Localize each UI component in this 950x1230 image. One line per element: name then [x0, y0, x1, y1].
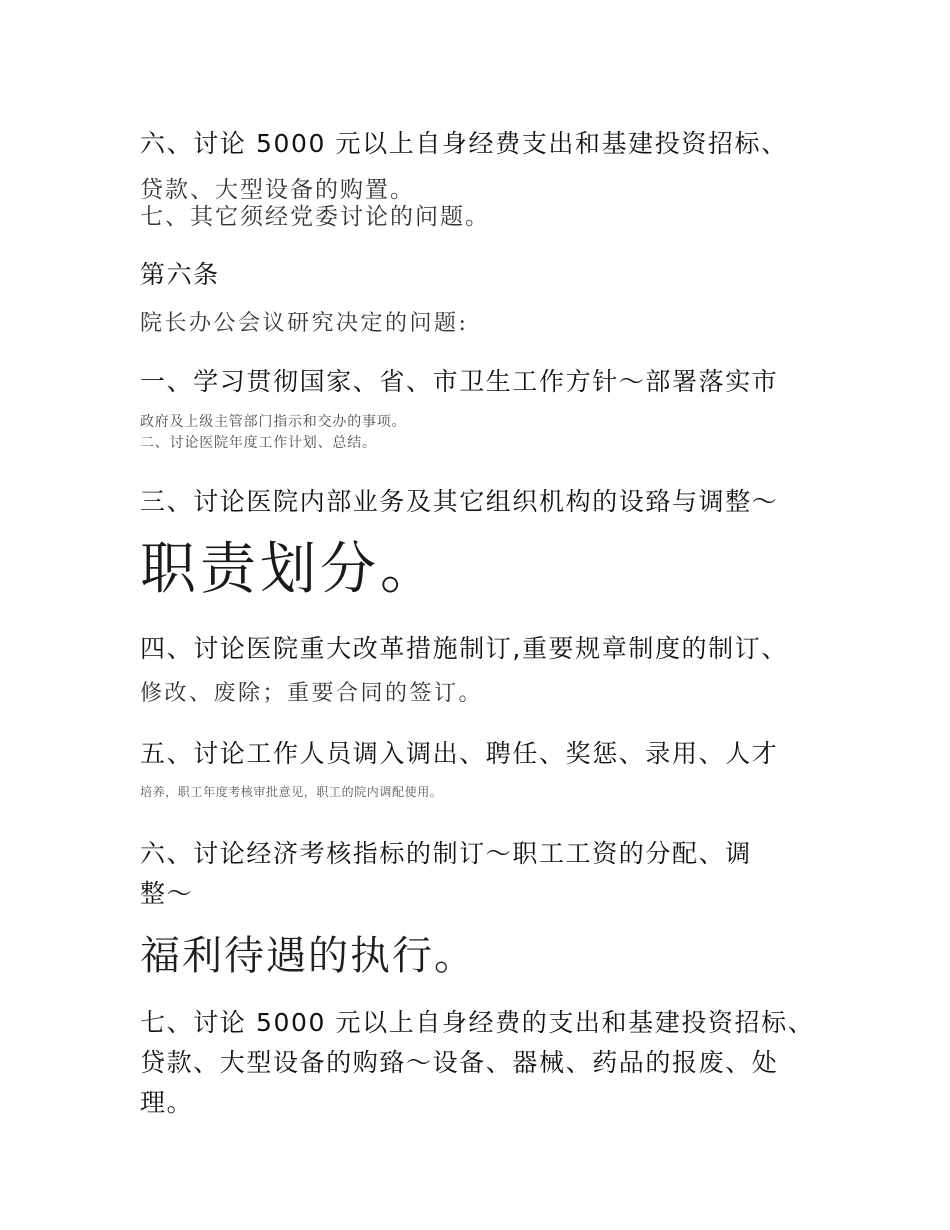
text-line-16: 整～	[140, 879, 194, 908]
text-line-6: 一、学习贯彻国家、省、市卫生工作方针～部署落实市	[140, 367, 779, 396]
text-line-10: 职责划分。	[140, 537, 440, 602]
text-line-13: 五、讨论工作人员调入调出、聘任、奖惩、录用、人才	[140, 739, 779, 768]
text-line-3: 七、其它须经党委讨论的问题。	[140, 204, 490, 230]
text-line-1: 六、讨论 5000 元以上自身经费支出和基建投资招标、	[140, 129, 788, 158]
section-heading: 第六条	[140, 260, 220, 289]
text-line-17: 福利待遇的执行。	[140, 933, 476, 979]
text-line-2: 贷款、大型设备的购置。	[140, 177, 415, 203]
text-line-9: 三、讨论医院内部业务及其它组织机构的设臵与调整～	[140, 487, 779, 516]
text-line-19: 贷款、大型设备的购臵～设备、器械、药品的报废、处	[140, 1048, 779, 1077]
text-line-20: 理。	[140, 1088, 194, 1117]
text-line-18: 七、讨论 5000 元以上自身经费的支出和基建投资招标、	[140, 1008, 815, 1037]
text-line-11: 四、讨论医院重大改革措施制订,重要规章制度的制订、	[140, 634, 788, 663]
text-line-14: 培养，职工年度考核审批意见，职工的院内调配使用。	[140, 785, 443, 799]
text-line-8: 二、讨论医院年度工作计划、总结。	[140, 435, 377, 451]
text-line-12: 修改、废除；重要合同的签订。	[140, 681, 484, 706]
text-line-5: 院长办公会议研究决定的问题:	[140, 311, 469, 336]
text-line-7: 政府及上级主管部门指示和交办的事项。	[140, 414, 407, 430]
text-line-15: 六、讨论经济考核指标的制订～职工工资的分配、调	[140, 839, 752, 868]
